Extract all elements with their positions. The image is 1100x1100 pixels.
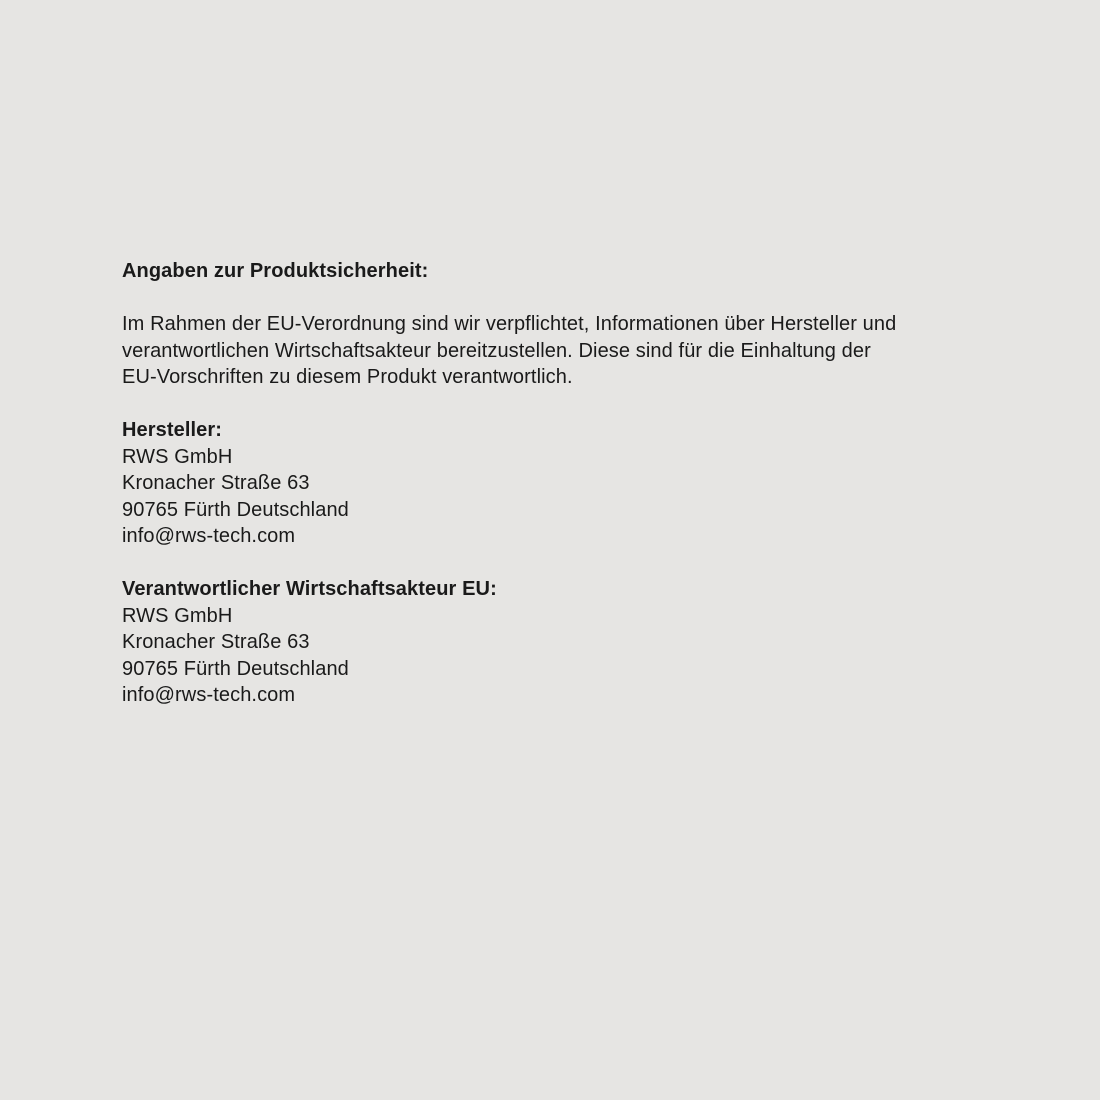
manufacturer-section [122, 417, 1002, 550]
manufacturer-city: 90765 Fürth Deutschland [122, 498, 349, 521]
manufacturer-email: info@rws-tech.com [122, 525, 296, 547]
responsible-actor-email: info@rws-tech.com [122, 684, 296, 706]
product-safety-heading: Angaben zur Produktsicherheit: [122, 260, 429, 282]
intro-line-2: verantwortlichen Wirtschaftsakteur bereitzustellen. Diese sind für die Einhaltung der [122, 339, 871, 362]
responsible-actor-city: 90765 Fürth Deutschland [122, 657, 349, 680]
intro-line-1: Im Rahmen der EU-Verordnung sind wir verpflichtet, Informationen über Hersteller und [122, 313, 897, 335]
responsible-actor-name: RWS GmbH [122, 604, 233, 627]
responsible-actor-heading: Verantwortlicher Wirtschaftsakteur EU: [122, 578, 497, 600]
manufacturer-name: RWS GmbH [122, 445, 233, 468]
manufacturer-heading: Hersteller: [122, 419, 223, 441]
intro-line-3: EU-Vorschriften zu diesem Produkt verantwortlich. [122, 366, 573, 388]
intro-paragraph [122, 311, 1002, 391]
responsible-actor-section [122, 576, 1002, 709]
product-safety-text [122, 258, 1002, 709]
responsible-actor-street: Kronacher Straße 63 [122, 631, 310, 653]
manufacturer-street: Kronacher Straße 63 [122, 472, 310, 494]
